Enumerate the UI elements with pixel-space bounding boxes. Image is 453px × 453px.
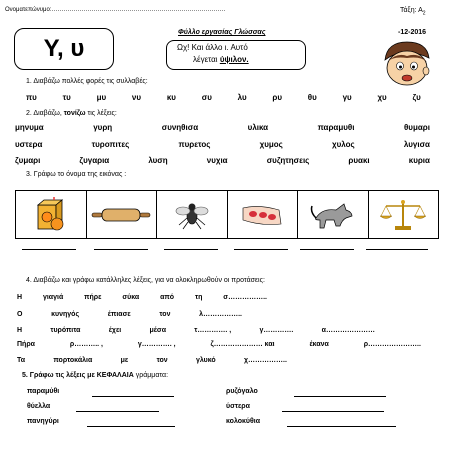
sentence-word: τον [156, 357, 168, 364]
reading-word: υστερα [15, 140, 43, 149]
answer-line[interactable] [94, 249, 148, 250]
caps-answer-line[interactable] [76, 411, 159, 412]
section-2-heading-prefix: 2. Διαβάζω, [26, 110, 64, 117]
syllable: γυ [342, 93, 352, 102]
answer-line[interactable] [366, 249, 428, 250]
caps-word: κολοκύθια [226, 418, 261, 425]
nails-icon [239, 200, 285, 230]
reading-word: λυγισα [403, 140, 430, 149]
sentence-word: λ…………….. [199, 311, 242, 318]
sentence-2 [17, 311, 242, 318]
reading-word: ζυγαρια [79, 156, 110, 165]
sentence-word: έχει [108, 327, 122, 334]
sentence-word: σύκα [122, 294, 140, 301]
juice-box-icon [34, 197, 68, 233]
caps-word: παραμύθι [27, 388, 60, 395]
sentence-word: χ…………….. [244, 357, 287, 364]
reading-word: χυλος [332, 140, 355, 149]
speech-line-2-highlight: ύψιλον. [219, 55, 249, 64]
answer-line[interactable] [300, 249, 354, 250]
section-5-heading-suffix: γράμματα: [133, 372, 169, 379]
caps-word: ρυζόγαλο [226, 388, 258, 395]
sentence-4 [17, 341, 421, 348]
section-2-heading-bold: τονίζω [63, 110, 86, 117]
sentence-1 [17, 294, 267, 301]
mascot-face-icon [377, 38, 435, 88]
sentence-word: γλυκό [196, 357, 216, 364]
worksheet-title: Φύλλο εργασίας Γλώσσας [178, 29, 266, 36]
reading-word: συζητησεις [266, 156, 310, 165]
section-2-heading [26, 110, 117, 117]
sentence-word: μέσα [149, 327, 167, 334]
sentence-word: με [120, 357, 129, 364]
letter-badge: Υ, υ [14, 28, 114, 70]
sentence-word: Η [17, 327, 23, 334]
section-4-heading: 4. Διαβάζω και γράφω κατάλληλες λέξεις, για να ολοκληρωθούν οι προτάσεις: [26, 277, 265, 284]
sentence-word: τη [194, 294, 203, 301]
picture-strip [15, 190, 439, 239]
reading-word: χυμος [259, 140, 283, 149]
sentence-word: Πήρα [17, 341, 35, 348]
caps-answer-line[interactable] [287, 426, 396, 427]
section-1-heading: 1. Διαβάζω πολλές φορές τις συλλαβές: [26, 78, 148, 85]
reading-word: ζυμαρι [15, 156, 41, 165]
syllable: ζυ [412, 93, 421, 102]
wolf-icon [310, 198, 356, 232]
sentence-word: έπιασε [107, 311, 131, 318]
section-2-heading-suffix: τις λέξεις: [85, 110, 117, 117]
picture-cell [87, 191, 158, 238]
syllable: χυ [377, 93, 387, 102]
speech-line-1: Ωχ! Και άλλο ι. Αυτό [177, 43, 248, 52]
words-row-2 [15, 140, 430, 149]
reading-word: γυρη [93, 123, 113, 132]
sentence-word: τον [159, 311, 171, 318]
reading-word: τυροπιτες [91, 140, 130, 149]
answer-line[interactable] [22, 249, 76, 250]
sentence-5 [17, 357, 287, 364]
sentence-word: Ο [17, 311, 23, 318]
words-row-3 [15, 156, 430, 165]
syllable: πυ [26, 93, 37, 102]
picture-cell [157, 191, 228, 238]
reading-word: λυση [148, 156, 168, 165]
sentence-word: Η [17, 294, 23, 301]
caps-answer-line[interactable] [92, 396, 174, 397]
syllable: νυ [131, 93, 142, 102]
picture-cell [369, 191, 439, 238]
section-5-heading [22, 372, 168, 379]
sentence-word: Τα [17, 357, 26, 364]
class-text: Τάξη: Α [400, 7, 423, 14]
caps-answer-line[interactable] [294, 396, 386, 397]
sentence-word: τ…………. , [194, 327, 232, 334]
syllables-row [26, 93, 421, 102]
caps-word: πανηγύρι [27, 418, 59, 425]
reading-word: κυρια [408, 156, 430, 165]
reading-word: θυμαρι [403, 123, 430, 132]
reading-word: νυχια [206, 156, 228, 165]
picture-cell [16, 191, 87, 238]
sentence-word: α………………… [321, 327, 375, 334]
picture-cell [298, 191, 369, 238]
sentence-word: κυνηγός [51, 311, 80, 318]
section-3-heading: 3. Γράφω το όνομα της εικόνας : [26, 171, 127, 178]
sentence-word: ζ………………… και [210, 341, 275, 348]
sentence-word: πορτοκάλια [53, 357, 93, 364]
sentence-word: σ…………….. [223, 294, 267, 301]
caps-answer-line[interactable] [282, 411, 384, 412]
syllable: ρυ [272, 93, 283, 102]
sentence-word: γιαγιά [42, 294, 64, 301]
reading-word: υλικα [247, 123, 269, 132]
syllable: συ [201, 93, 212, 102]
sentence-word: γ…………. , [137, 341, 176, 348]
syllable: μυ [96, 93, 107, 102]
sentence-3 [17, 327, 375, 334]
speech-line-2 [193, 55, 249, 64]
picture-cell [228, 191, 299, 238]
sentence-word: ρ……….. , [69, 341, 103, 348]
answer-line[interactable] [234, 249, 288, 250]
words-row-1 [15, 123, 430, 132]
class-label [400, 7, 426, 16]
rolling-pin-icon [90, 204, 152, 226]
sentence-word: γ…………. [259, 327, 294, 334]
syllable: λυ [237, 93, 247, 102]
reading-word: ρυακι [348, 156, 370, 165]
syllable: τυ [62, 93, 71, 102]
fly-icon [175, 200, 209, 230]
answer-line[interactable] [164, 249, 218, 250]
reading-word: παραμυθι [317, 123, 355, 132]
name-field-label: Ονοματεπώνυμο:…………………………………………………………………………… [5, 7, 226, 13]
scale-icon [378, 198, 428, 232]
reading-word: μηνυμα [15, 123, 44, 132]
caps-word: θύελλα [27, 403, 51, 410]
sentence-word: από [160, 294, 175, 301]
reading-word: συνηθισα [161, 123, 199, 132]
caps-word: ύστερα [226, 403, 250, 410]
reading-word: πυρετος [178, 140, 211, 149]
syllable: κυ [166, 93, 176, 102]
caps-answer-line[interactable] [87, 426, 175, 427]
sentence-word: τυρόπιτα [50, 327, 81, 334]
sentence-word: ρ………………….. [363, 341, 421, 348]
section-5-heading-prefix: 5. Γράφω τις λέξεις με [22, 372, 97, 379]
class-subscript: 2 [422, 10, 426, 17]
syllable: θυ [307, 93, 317, 102]
sentence-word: πήρε [84, 294, 102, 301]
date-label: -12-2016 [398, 29, 427, 36]
speech-line-2-prefix: λέγεται [193, 55, 220, 64]
sentence-word: έκανα [309, 341, 329, 348]
section-5-heading-bold: ΚΕΦΑΛΑΙΑ [96, 372, 134, 379]
